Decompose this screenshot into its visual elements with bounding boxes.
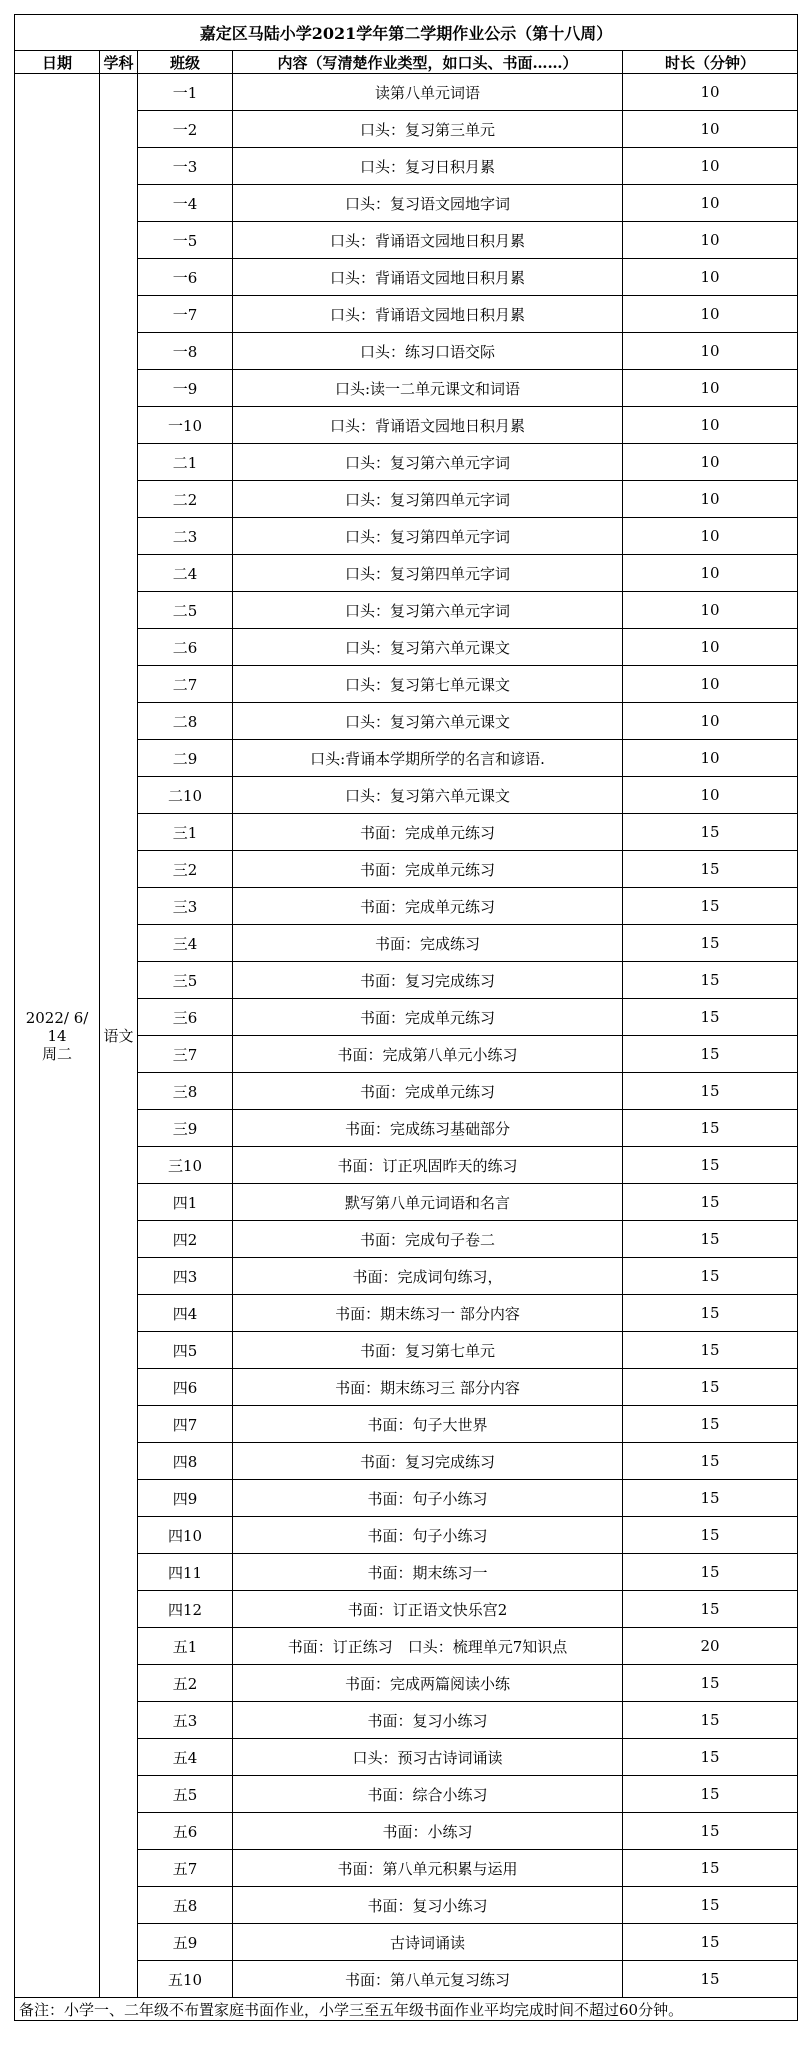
duration-cell: 15	[623, 1406, 798, 1443]
duration-cell: 15	[623, 1332, 798, 1369]
class-cell: 五9	[138, 1924, 233, 1961]
class-cell: 四7	[138, 1406, 233, 1443]
content-cell: 口头：背诵语文园地日积月累	[233, 222, 623, 259]
content-cell: 口头：练习口语交际	[233, 333, 623, 370]
duration-cell: 10	[623, 592, 798, 629]
duration-cell: 10	[623, 370, 798, 407]
duration-cell: 10	[623, 407, 798, 444]
content-cell: 书面：完成单元练习	[233, 888, 623, 925]
class-cell: 五1	[138, 1628, 233, 1665]
class-cell: 二6	[138, 629, 233, 666]
duration-cell: 15	[623, 1221, 798, 1258]
duration-cell: 15	[623, 1665, 798, 1702]
duration-cell: 15	[623, 1295, 798, 1332]
duration-cell: 10	[623, 481, 798, 518]
class-cell: 四6	[138, 1369, 233, 1406]
duration-cell: 15	[623, 1258, 798, 1295]
class-cell: 三5	[138, 962, 233, 999]
content-cell: 书面：复习小练习	[233, 1887, 623, 1924]
duration-cell: 10	[623, 629, 798, 666]
class-cell: 一5	[138, 222, 233, 259]
duration-cell: 15	[623, 1813, 798, 1850]
header-class: 班级	[138, 51, 233, 74]
content-cell: 书面：第八单元复习练习	[233, 1961, 623, 1998]
duration-cell: 15	[623, 888, 798, 925]
content-cell: 口头：复习第六单元字词	[233, 444, 623, 481]
class-cell: 二5	[138, 592, 233, 629]
class-cell: 四3	[138, 1258, 233, 1295]
content-cell: 书面：订正巩固昨天的练习	[233, 1147, 623, 1184]
class-cell: 一1	[138, 74, 233, 111]
class-cell: 一7	[138, 296, 233, 333]
header-row	[15, 51, 798, 74]
table-row	[15, 74, 798, 111]
duration-cell: 15	[623, 1591, 798, 1628]
class-cell: 一3	[138, 148, 233, 185]
content-cell: 古诗词诵读	[233, 1924, 623, 1961]
content-cell: 书面：完成句子卷二	[233, 1221, 623, 1258]
class-cell: 一6	[138, 259, 233, 296]
duration-cell: 20	[623, 1628, 798, 1665]
content-cell: 口头：复习第四单元字词	[233, 518, 623, 555]
duration-cell: 10	[623, 666, 798, 703]
content-cell: 书面：句子小练习	[233, 1517, 623, 1554]
duration-cell: 10	[623, 111, 798, 148]
class-cell: 五3	[138, 1702, 233, 1739]
duration-cell: 10	[623, 518, 798, 555]
duration-cell: 10	[623, 259, 798, 296]
content-cell: 默写第八单元词语和名言	[233, 1184, 623, 1221]
class-cell: 一2	[138, 111, 233, 148]
class-cell: 三8	[138, 1073, 233, 1110]
class-cell: 四11	[138, 1554, 233, 1591]
class-cell: 三9	[138, 1110, 233, 1147]
duration-cell: 15	[623, 851, 798, 888]
class-cell: 二3	[138, 518, 233, 555]
duration-cell: 15	[623, 1850, 798, 1887]
content-cell: 书面：完成第八单元小练习	[233, 1036, 623, 1073]
content-cell: 书面：复习完成练习	[233, 1443, 623, 1480]
duration-cell: 15	[623, 1702, 798, 1739]
content-cell: 口头：背诵语文园地日积月累	[233, 407, 623, 444]
duration-cell: 10	[623, 740, 798, 777]
content-cell: 书面：完成两篇阅读小练	[233, 1665, 623, 1702]
duration-cell: 15	[623, 1147, 798, 1184]
duration-cell: 15	[623, 925, 798, 962]
content-cell: 口头：复习第六单元字词	[233, 592, 623, 629]
content-cell: 书面：期末练习一	[233, 1554, 623, 1591]
header-duration: 时长（分钟）	[623, 51, 798, 74]
note-text: 备注：小学一、二年级不布置家庭书面作业，小学三至五年级书面作业平均完成时间不超过60分钟。	[15, 1998, 798, 2021]
date-cell	[15, 74, 100, 1998]
content-cell: 书面：复习第七单元	[233, 1332, 623, 1369]
content-cell: 书面：完成词句练习，	[233, 1258, 623, 1295]
duration-cell: 15	[623, 1110, 798, 1147]
class-cell: 五8	[138, 1887, 233, 1924]
class-cell: 二4	[138, 555, 233, 592]
class-cell: 二7	[138, 666, 233, 703]
class-cell: 二1	[138, 444, 233, 481]
content-cell: 书面：完成练习基础部分	[233, 1110, 623, 1147]
content-cell: 口头：背诵语文园地日积月累	[233, 259, 623, 296]
class-cell: 二8	[138, 703, 233, 740]
class-cell: 四2	[138, 1221, 233, 1258]
content-cell: 书面：完成练习	[233, 925, 623, 962]
duration-cell: 15	[623, 1739, 798, 1776]
class-cell: 四8	[138, 1443, 233, 1480]
content-cell: 书面：小练习	[233, 1813, 623, 1850]
duration-cell: 10	[623, 444, 798, 481]
duration-cell: 10	[623, 703, 798, 740]
class-cell: 四9	[138, 1480, 233, 1517]
weekday-value: 周二	[41, 1044, 72, 1063]
duration-cell: 15	[623, 999, 798, 1036]
duration-cell: 15	[623, 1369, 798, 1406]
content-cell: 书面：期末练习一 部分内容	[233, 1295, 623, 1332]
duration-cell: 15	[623, 1443, 798, 1480]
class-cell: 三2	[138, 851, 233, 888]
content-cell: 口头：复习第六单元课文	[233, 629, 623, 666]
duration-cell: 15	[623, 1554, 798, 1591]
content-cell: 口头:读一二单元课文和词语	[233, 370, 623, 407]
content-cell: 书面：复习完成练习	[233, 962, 623, 999]
class-cell: 五10	[138, 1961, 233, 1998]
class-cell: 二10	[138, 777, 233, 814]
content-cell: 书面：复习小练习	[233, 1702, 623, 1739]
duration-cell: 15	[623, 1517, 798, 1554]
duration-cell: 15	[623, 1480, 798, 1517]
duration-cell: 10	[623, 333, 798, 370]
content-cell: 书面：句子小练习	[233, 1480, 623, 1517]
content-cell: 书面：完成单元练习	[233, 1073, 623, 1110]
duration-cell: 10	[623, 74, 798, 111]
class-cell: 三10	[138, 1147, 233, 1184]
content-cell: 书面：完成单元练习	[233, 814, 623, 851]
content-cell: 口头：复习第四单元字词	[233, 555, 623, 592]
content-cell: 口头：预习古诗词诵读	[233, 1739, 623, 1776]
class-cell: 二9	[138, 740, 233, 777]
content-cell: 口头：复习第六单元课文	[233, 703, 623, 740]
subject-cell: 语文	[100, 74, 138, 1998]
header-content: 内容（写清楚作业类型，如口头、书面……）	[233, 51, 623, 74]
duration-cell: 10	[623, 777, 798, 814]
content-cell: 口头：复习第六单元课文	[233, 777, 623, 814]
content-cell: 口头：复习语文园地字词	[233, 185, 623, 222]
content-cell: 口头：复习第三单元	[233, 111, 623, 148]
header-subject: 学科	[100, 51, 138, 74]
duration-cell: 10	[623, 148, 798, 185]
class-cell: 五2	[138, 1665, 233, 1702]
duration-cell: 10	[623, 555, 798, 592]
class-cell: 四10	[138, 1517, 233, 1554]
note-row	[15, 1998, 798, 2021]
class-cell: 五4	[138, 1739, 233, 1776]
class-cell: 四4	[138, 1295, 233, 1332]
content-cell: 书面：期末练习三 部分内容	[233, 1369, 623, 1406]
duration-cell: 15	[623, 962, 798, 999]
class-cell: 一8	[138, 333, 233, 370]
content-cell: 口头：复习第四单元字词	[233, 481, 623, 518]
duration-cell: 15	[623, 1776, 798, 1813]
header-date: 日期	[15, 51, 100, 74]
table-title: 嘉定区马陆小学2021学年第二学期作业公示（第十八周）	[15, 15, 798, 51]
class-cell: 四12	[138, 1591, 233, 1628]
content-cell: 书面：综合小练习	[233, 1776, 623, 1813]
content-cell: 书面：完成单元练习	[233, 999, 623, 1036]
content-cell: 口头：复习日积月累	[233, 148, 623, 185]
class-cell: 五6	[138, 1813, 233, 1850]
class-cell: 三4	[138, 925, 233, 962]
content-cell: 书面：订正练习 口头：梳理单元7知识点	[233, 1628, 623, 1665]
class-cell: 三3	[138, 888, 233, 925]
title-row	[15, 15, 798, 51]
content-cell: 书面：订正语文快乐宫2	[233, 1591, 623, 1628]
content-cell: 书面：完成单元练习	[233, 851, 623, 888]
duration-cell: 15	[623, 1184, 798, 1221]
content-cell: 口头:背诵本学期所学的名言和谚语.	[233, 740, 623, 777]
content-cell: 口头：复习第七单元课文	[233, 666, 623, 703]
content-cell: 书面：第八单元积累与运用	[233, 1850, 623, 1887]
duration-cell: 15	[623, 1961, 798, 1998]
duration-cell: 10	[623, 222, 798, 259]
class-cell: 三7	[138, 1036, 233, 1073]
class-cell: 三1	[138, 814, 233, 851]
class-cell: 五5	[138, 1776, 233, 1813]
class-cell: 一4	[138, 185, 233, 222]
duration-cell: 15	[623, 814, 798, 851]
class-cell: 三6	[138, 999, 233, 1036]
class-cell: 一9	[138, 370, 233, 407]
content-cell: 读第八单元词语	[233, 74, 623, 111]
class-cell: 一10	[138, 407, 233, 444]
class-cell: 五7	[138, 1850, 233, 1887]
duration-cell: 15	[623, 1073, 798, 1110]
duration-cell: 10	[623, 185, 798, 222]
homework-table-sheet	[14, 14, 797, 2021]
class-cell: 二2	[138, 481, 233, 518]
class-cell: 四1	[138, 1184, 233, 1221]
duration-cell: 15	[623, 1887, 798, 1924]
table-body	[15, 15, 798, 2021]
duration-cell: 15	[623, 1036, 798, 1073]
content-cell: 书面：句子大世界	[233, 1406, 623, 1443]
homework-table	[14, 14, 798, 2021]
duration-cell: 15	[623, 1924, 798, 1961]
date-value: 2022/ 6/ 14	[25, 1008, 89, 1045]
content-cell: 口头：背诵语文园地日积月累	[233, 296, 623, 333]
class-cell: 四5	[138, 1332, 233, 1369]
duration-cell: 10	[623, 296, 798, 333]
